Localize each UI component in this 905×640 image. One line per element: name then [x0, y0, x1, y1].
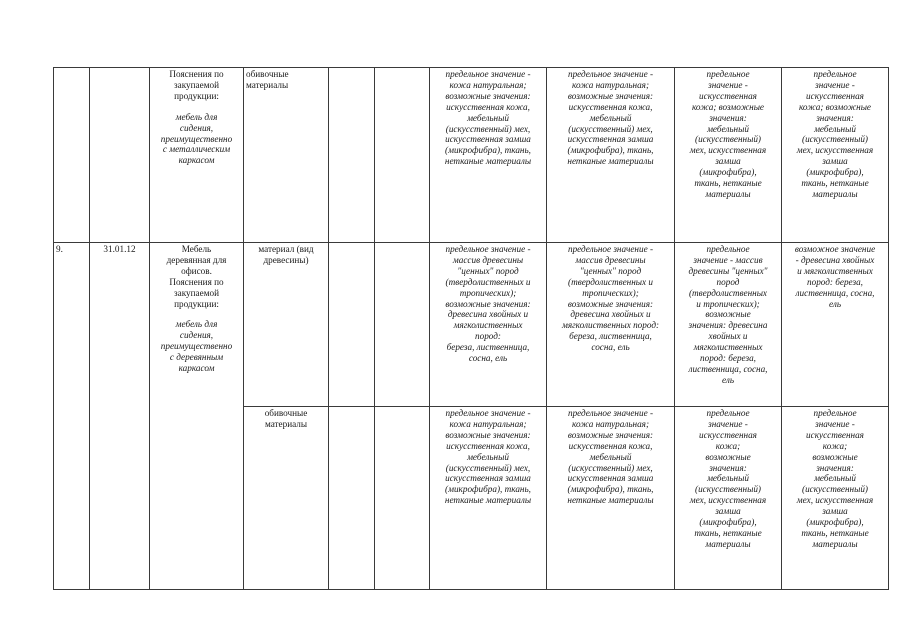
text-line: береза, лиственница, [446, 342, 530, 353]
text-line: ель [721, 374, 735, 385]
text-line: (микрофибра), ткань, [567, 484, 654, 495]
text-line: Пояснения по [169, 69, 224, 79]
text-line: сосна, ель [468, 353, 508, 364]
row-date-cell: 31.01.12 [90, 243, 150, 590]
text-line: значение - массив [693, 254, 763, 265]
text-line: значение - [708, 418, 748, 429]
text-line: материалы [705, 538, 751, 549]
text-line: кожа натуральная; [449, 418, 527, 429]
text-line: и мягколиственных [797, 265, 873, 276]
text-line: (микрофибра), [699, 517, 757, 528]
empty-cell [375, 243, 430, 407]
value-cell-col1 [430, 243, 547, 407]
value-cell-col4 [782, 68, 889, 243]
text-line: (твердолиственных [688, 287, 768, 298]
text-line: замша [822, 156, 848, 167]
value-cell-col1 [430, 407, 547, 590]
text-line: и тропических); [696, 298, 760, 309]
value-cell-col4 [782, 243, 889, 407]
text-line: древесины "ценных" [688, 265, 768, 276]
text-line: (искусственный) мех, [445, 462, 531, 473]
text-line: мебельный [707, 473, 749, 484]
text-line: нетканые материалы [567, 156, 654, 167]
characteristic-cell: материал (вид древесины) [244, 243, 329, 407]
text-line: пород [716, 276, 740, 287]
empty-cell [329, 68, 375, 243]
text-line: предельное значение - [567, 408, 654, 418]
empty-cell [329, 243, 375, 407]
text-line: мебельный [467, 112, 509, 123]
text-line: искусственная замша [445, 134, 531, 145]
row-number-cell [54, 68, 90, 243]
text-line: ткань, нетканые [801, 527, 869, 538]
text-line: закупаемой [173, 287, 220, 298]
text-line: тропических); [459, 287, 517, 298]
text-line: предельное [813, 69, 857, 79]
text-line: массив древесины [452, 254, 524, 265]
text-line: мягколиственных пород: [561, 320, 660, 331]
text-line: (микрофибра), [699, 167, 757, 178]
text-line: искусственная [806, 90, 864, 101]
text-line: возможное значение [794, 244, 876, 254]
text-line: значения: [816, 112, 854, 123]
text-line: кожа; [822, 440, 848, 451]
text-line: древесина хвойных и [570, 309, 651, 320]
product-type-note [152, 112, 241, 167]
text-line: возможные значения: [567, 90, 654, 101]
text-line: искусственная кожа, [568, 101, 653, 112]
row-number-cell: 9. [54, 243, 90, 590]
value-cell-col2 [547, 243, 675, 407]
text-line: возможные значения: [445, 90, 531, 101]
value-cell-col3 [675, 68, 782, 243]
value-cell-col4 [782, 407, 889, 590]
text-line: пород: береза, [700, 353, 756, 364]
text-line: мех, искусственная [689, 495, 767, 506]
value-cell-col3 [675, 243, 782, 407]
text-line: лиственница, сосна, [795, 287, 875, 298]
text-line: преимущественно [160, 133, 233, 144]
text-line: (микрофибра), ткань, [445, 484, 531, 495]
text-line: сидения, [179, 330, 214, 341]
text-line: с металлическим [162, 144, 231, 155]
table-row [54, 68, 889, 243]
text-line: возможные значения: [445, 298, 531, 309]
text-line: значения: древесина [688, 320, 768, 331]
text-line: (искусственный) [802, 134, 868, 145]
text-line: искусственная замша [445, 473, 531, 484]
text-line: возможные значения: [445, 429, 531, 440]
table-row [54, 243, 889, 407]
text-line: предельное [813, 408, 857, 418]
text-line: древесина хвойных и [447, 309, 529, 320]
text-line: каркасом [178, 363, 215, 374]
characteristic-cell: обивочные материалы [244, 407, 329, 590]
text-line: (микрофибра), [806, 517, 864, 528]
text-line: материалы [812, 538, 858, 549]
text-line: мебельный [467, 451, 509, 462]
text-line: предельное [706, 69, 750, 79]
text-line: предельное [706, 244, 750, 254]
product-description-cell [150, 243, 244, 590]
text-line: значения: [709, 462, 747, 473]
text-line: мебельный [814, 473, 856, 484]
text-line: (искусственный) [802, 484, 868, 495]
text-line: (искусственный) мех, [568, 123, 653, 134]
empty-cell [375, 68, 430, 243]
text-line: мебельный [589, 112, 632, 123]
text-line: сосна, ель [591, 342, 630, 353]
text-line: (твердолиственных и [445, 276, 531, 287]
text-line: значения: [816, 462, 854, 473]
text-line: мех, искусственная [796, 145, 874, 156]
text-line: мебельный [814, 123, 856, 134]
text-line: ткань, нетканые [801, 178, 869, 189]
text-line: - древесина хвойных [795, 254, 875, 265]
product-description-cell [150, 68, 244, 243]
text-line: кожа; возможные [691, 101, 764, 112]
text-line: замша [715, 156, 741, 167]
text-line: искусственная [806, 429, 864, 440]
text-line: деревянная для [166, 254, 227, 265]
text-line: (твердолиственных и [568, 276, 653, 287]
text-line: кожа натуральная; [449, 79, 527, 90]
characteristic-cell: обивочные материалы [244, 68, 329, 243]
value-cell-col2 [547, 407, 675, 590]
empty-cell [375, 407, 430, 590]
text-line: береза, лиственница, [569, 331, 652, 342]
text-line: искусственная кожа, [446, 440, 530, 451]
text-line: "ценных" пород [457, 265, 519, 276]
empty-cell [329, 407, 375, 590]
text-line: кожа натуральная; [572, 79, 649, 90]
text-line: кожа; возможные [798, 101, 871, 112]
text-line: замша [715, 506, 741, 517]
text-line: (микрофибра), [806, 167, 864, 178]
row-date-cell [90, 68, 150, 243]
text-line: пород: береза, [807, 276, 863, 287]
text-line: предельное значение - [445, 69, 531, 79]
text-line: предельное значение - [445, 244, 531, 254]
text-line: предельное значение - [567, 244, 654, 254]
text-line: возможные значения: [567, 298, 654, 309]
text-line: (искусственный) [695, 484, 761, 495]
text-line: пород: [475, 331, 501, 342]
text-line: (микрофибра), ткань, [445, 145, 531, 156]
text-line: возможные [705, 309, 751, 320]
text-line: ткань, нетканые [694, 527, 762, 538]
text-line: (искусственный) мех, [445, 123, 531, 134]
text-line: кожа; [715, 440, 741, 451]
text-line: каркасом [178, 155, 215, 166]
text-line: мебельный [707, 123, 749, 134]
text-line: лиственница, сосна, [688, 363, 768, 374]
value-cell-col1 [430, 68, 547, 243]
text-line: искусственная [699, 429, 757, 440]
text-line: нетканые материалы [567, 495, 654, 506]
procurement-requirements-table [53, 67, 889, 590]
text-line: мебельный [589, 451, 632, 462]
text-line: мех, искусственная [796, 495, 874, 506]
text-line: мягколиственных [453, 320, 523, 331]
text-line: тропических); [582, 287, 639, 298]
text-line: предельное значение - [567, 69, 654, 79]
product-type-note [152, 319, 241, 374]
text-line: возможные [705, 451, 751, 462]
text-line: нетканые материалы [444, 156, 532, 167]
text-line: мягколиственных [693, 342, 763, 353]
product-explanation [152, 69, 241, 102]
text-line: (искусственный) [695, 134, 761, 145]
text-line: значения: [709, 112, 747, 123]
text-line: нетканые материалы [444, 495, 532, 506]
text-line: искусственная замша [567, 134, 654, 145]
value-cell-col2 [547, 68, 675, 243]
text-line: (искусственный) мех, [568, 462, 653, 473]
text-line: кожа натуральная; [572, 418, 649, 429]
text-line: (микрофибра), ткань, [567, 145, 654, 156]
value-cell-col3 [675, 407, 782, 590]
text-line: преимущественно [160, 341, 233, 352]
text-line: искусственная [699, 90, 757, 101]
text-line: искусственная замша [567, 473, 654, 484]
text-line: искусственная кожа, [446, 101, 530, 112]
text-line: значение - [708, 79, 748, 90]
text-line: массив древесины [575, 254, 646, 265]
text-line: Мебель [181, 244, 212, 254]
text-line: искусственная кожа, [568, 440, 653, 451]
text-line: мех, искусственная [689, 145, 767, 156]
text-line: предельное [706, 408, 750, 418]
text-line: хвойных и [708, 331, 748, 342]
product-explanation [152, 244, 241, 309]
text-line: Пояснения по [169, 276, 224, 287]
text-line: значение - [815, 79, 855, 90]
text-line: с деревянным [169, 352, 224, 363]
text-line: ель [828, 298, 842, 309]
text-line: офисов. [181, 265, 212, 276]
text-line: материалы [705, 188, 751, 199]
text-line: материалы [812, 188, 858, 199]
text-line: продукции: [174, 298, 219, 309]
text-line: закупаемой [173, 79, 220, 90]
text-line: замша [822, 506, 848, 517]
text-line: продукции: [174, 90, 219, 101]
text-line: предельное значение - [445, 408, 531, 418]
text-line: возможные значения: [567, 429, 654, 440]
text-line: ткань, нетканые [694, 178, 762, 189]
text-line: "ценных" пород [579, 265, 642, 276]
text-line: мебель для [175, 319, 218, 330]
text-line: значение - [815, 418, 855, 429]
text-line: возможные [812, 451, 858, 462]
text-line: мебель для [175, 111, 218, 122]
text-line: сидения, [179, 122, 214, 133]
